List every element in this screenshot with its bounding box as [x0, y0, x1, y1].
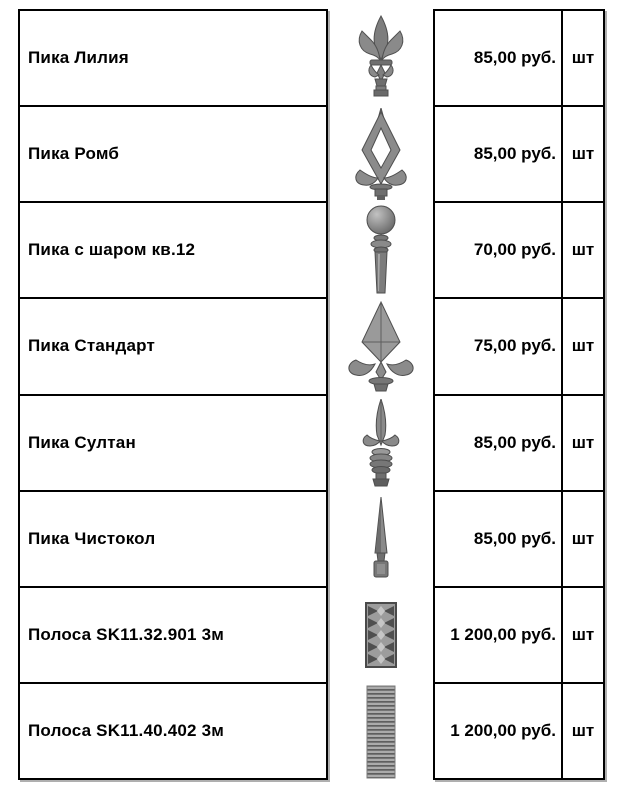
price-cell: [435, 299, 561, 393]
unit-cell: [561, 684, 603, 778]
product-name-cell: [20, 684, 326, 778]
unit-value: шт: [571, 432, 595, 452]
table-row: [435, 105, 603, 201]
product-images-column: [328, 9, 433, 780]
price-value: 85,00 руб.: [473, 528, 556, 548]
table-row: [435, 201, 603, 297]
table-row: [435, 394, 603, 490]
table-row: [20, 490, 326, 586]
price-cell: [435, 107, 561, 201]
prices-column: [433, 9, 605, 780]
price-value: 75,00 руб.: [473, 336, 556, 356]
sultan-spear-finial-image: [328, 395, 433, 491]
product-name: Пика Чистокол: [28, 528, 156, 548]
product-name: Пика Лилия: [28, 48, 129, 68]
price-cell: [435, 684, 561, 778]
price-cell: [435, 203, 561, 297]
unit-cell: [561, 11, 603, 105]
product-name-cell: [20, 203, 326, 297]
product-name-cell: [20, 588, 326, 682]
product-name-cell: [20, 11, 326, 105]
table-row: [20, 394, 326, 490]
table-row: [435, 586, 603, 682]
price-value: 1 200,00 руб.: [450, 720, 556, 740]
unit-cell: [561, 299, 603, 393]
product-names-column: [18, 9, 328, 780]
table-row: [20, 11, 326, 105]
price-value: 70,00 руб.: [473, 240, 556, 260]
product-name-cell: [20, 299, 326, 393]
unit-value: шт: [571, 144, 595, 164]
table-row: [20, 682, 326, 778]
plain-spike-finial-image: [328, 491, 433, 587]
unit-value: шт: [571, 336, 595, 356]
table-row: [435, 490, 603, 586]
unit-value: шт: [571, 240, 595, 260]
price-cell: [435, 588, 561, 682]
unit-cell: [561, 203, 603, 297]
product-name: Полоса SK11.32.901 3м: [28, 624, 225, 644]
price-cell: [435, 492, 561, 586]
product-name-cell: [20, 396, 326, 490]
price-value: 1 200,00 руб.: [450, 624, 556, 644]
kite-spear-finial-image: [328, 298, 433, 394]
table-row: [20, 201, 326, 297]
price-value: 85,00 руб.: [473, 48, 556, 68]
product-name: Пика Стандарт: [28, 336, 156, 356]
unit-value: шт: [571, 48, 595, 68]
product-name: Пика с шаром кв.12: [28, 240, 196, 260]
fleur-de-lis-finial-image: [328, 9, 433, 105]
price-value: 85,00 руб.: [473, 432, 556, 452]
table-row: [435, 11, 603, 105]
ball-top-finial-image: [328, 202, 433, 298]
product-name: Пика Ромб: [28, 144, 120, 164]
price-cell: [435, 396, 561, 490]
table-row: [435, 297, 603, 393]
price-value: 85,00 руб.: [473, 144, 556, 164]
unit-cell: [561, 396, 603, 490]
unit-cell: [561, 588, 603, 682]
table-row: [20, 586, 326, 682]
product-name-cell: [20, 107, 326, 201]
product-name: Полоса SK11.40.402 3м: [28, 720, 225, 740]
embossed-x-pattern-strip-image: [328, 587, 433, 683]
product-name-cell: [20, 492, 326, 586]
diamond-openwork-finial-image: [328, 105, 433, 201]
ribbed-texture-strip-image: [328, 684, 433, 780]
table-row: [435, 682, 603, 778]
unit-cell: [561, 107, 603, 201]
product-name: Пика Султан: [28, 432, 136, 452]
table-row: [20, 297, 326, 393]
unit-value: шт: [571, 720, 595, 740]
price-cell: [435, 11, 561, 105]
unit-value: шт: [571, 624, 595, 644]
unit-cell: [561, 492, 603, 586]
unit-value: шт: [571, 528, 595, 548]
table-row: [20, 105, 326, 201]
